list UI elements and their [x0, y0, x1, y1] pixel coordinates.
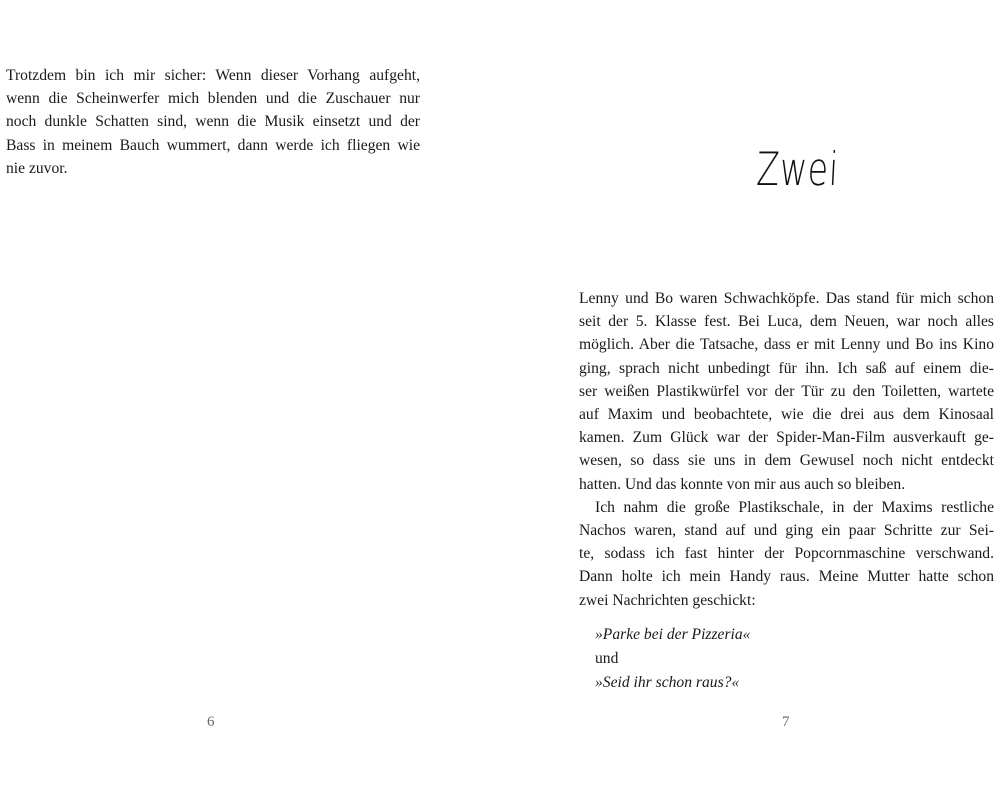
message-conjunction: und: [595, 650, 619, 667]
message-1: »Parke bei der Pizzeria«: [595, 626, 751, 643]
message-2: »Seid ihr schon raus?«: [595, 674, 740, 691]
text-messages: [595, 623, 750, 695]
text-line: Dann holte ich mein Handy raus. Meine Mutter hatte schon: [579, 568, 994, 586]
page-number-left: 6: [207, 714, 215, 730]
right-page: [500, 0, 1000, 800]
text-line: ging, sprach nicht unbedingt für ihn. Ich saß auf einem die-: [579, 359, 994, 377]
text-line: möglich. Aber die Tatsache, dass er mit Lenny und Bo ins Kino: [579, 336, 994, 354]
right-page-body: [579, 287, 994, 612]
left-page-paragraph: [6, 64, 420, 180]
text-line: noch dunkle Schatten sind, wenn die Musik einsetzt und der: [6, 113, 420, 131]
text-line: Nachos waren, stand auf und ging ein paar Schritte zur Sei-: [579, 522, 994, 540]
text-line: wesen, so dass sie uns in dem Gewusel noch nicht entdeckt: [579, 452, 994, 470]
text-line: kamen. Zum Glück war der Spider-Man-Film ausverkauft ge-: [579, 429, 994, 447]
text-line: Trotzdem bin ich mir sicher: Wenn dieser Vorhang aufgeht,: [6, 67, 420, 84]
text-line: nie zuvor.: [6, 159, 68, 177]
text-line: Lenny und Bo waren Schwachköpfe. Das stand für mich schon: [579, 290, 994, 307]
chapter-title: Zwei: [755, 142, 841, 196]
text-line: Ich nahm die große Plastikschale, in der Maxims restliche: [595, 498, 994, 516]
text-line: te, sodass ich fast hinter der Popcornmaschine verschwand.: [579, 545, 994, 563]
text-line: zwei Nachrichten geschickt:: [579, 591, 756, 609]
text-line: hatten. Und das konnte von mir aus auch so bleiben.: [579, 475, 906, 493]
text-line: wenn die Scheinwerfer mich blenden und die Zuschauer nur: [6, 90, 420, 108]
text-line: seit der 5. Klasse fest. Bei Luca, dem Neuen, war noch alles: [579, 313, 994, 331]
paragraph-2: [579, 496, 994, 612]
text-line: auf Maxim und beobachtete, wie die drei aus dem Kinosaal: [579, 406, 994, 424]
page-number-right: 7: [782, 714, 790, 730]
text-line: ser weißen Plastikwürfel vor der Tür zu den Toiletten, wartete: [579, 382, 994, 400]
paragraph-1: [579, 287, 994, 496]
text-line: Bass in meinem Bauch wummert, dann werde ich fliegen wie: [6, 136, 420, 154]
